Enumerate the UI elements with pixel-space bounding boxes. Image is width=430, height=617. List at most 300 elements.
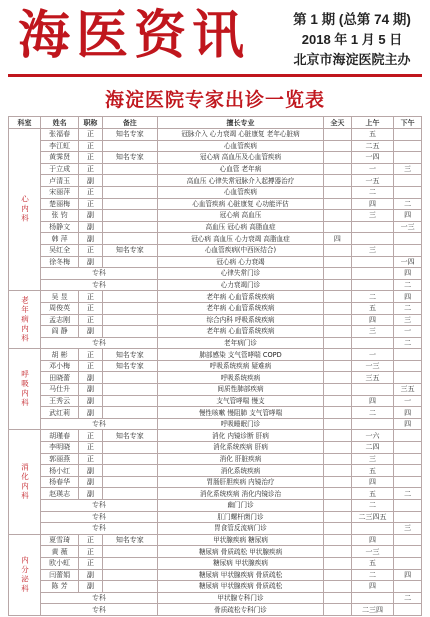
morning-cell: 四 [351,314,394,326]
morning-cell [351,384,394,396]
table-row [9,163,422,175]
table-row [9,186,422,198]
afternoon-cell: 一三 [394,221,422,233]
fullday-cell [324,592,352,604]
clinic-name-cell: 甲状腺专科门诊 [157,592,323,604]
table-row [9,152,422,164]
doctor-name-cell: 杨小红 [40,465,78,477]
specialty-cell: 呼吸系统疾病 疑难病 [157,360,323,372]
specialty-cell: 老年病 心血管系统疾病 [157,326,323,338]
fullday-cell [324,175,352,187]
doctor-name-cell: 杨春华 [40,476,78,488]
afternoon-cell: 三 [394,314,422,326]
fullday-cell [324,244,352,256]
clinic-type-cell: 专科 [40,511,157,523]
doctor-title-cell: 副 [79,256,102,268]
fullday-cell [324,581,352,593]
fullday-cell [324,163,352,175]
doctor-note-cell [102,384,157,396]
doctor-note-cell [102,198,157,210]
table-row [9,210,422,222]
fullday-cell [324,534,352,546]
morning-cell: 二三四五 [351,511,394,523]
doctor-note-cell [102,175,157,187]
masthead [8,6,422,72]
doctor-title-cell: 副 [79,326,102,338]
specialty-cell: 冠脉介入 心力衰竭 心脏康复 老年心脏病 [157,129,323,141]
clinic-type-cell: 专科 [40,500,157,512]
table-row [9,140,422,152]
doctor-title-cell: 正 [79,129,102,141]
fullday-cell [324,291,352,303]
doctor-title-cell: 正 [79,349,102,361]
specialty-cell: 消化系统疾病 消化内镜诊治 [157,488,323,500]
doctor-name-cell: 杨静文 [40,221,78,233]
specialty-cell: 冠心病 高血压 [157,210,323,222]
doctor-note-cell [102,233,157,245]
table-row [9,407,422,419]
afternoon-cell: 三 [394,163,422,175]
doctor-name-cell: 吴红全 [40,244,78,256]
morning-cell: 四 [351,534,394,546]
afternoon-cell [394,500,422,512]
afternoon-cell [394,511,422,523]
clinic-row [9,418,422,430]
doctor-note-cell: 知名专家 [102,534,157,546]
clinic-name-cell: 心力衰竭门诊 [157,279,323,291]
morning-cell: 一三 [351,546,394,558]
issue-number: 第 1 期 (总第 74 期) [293,12,411,27]
header-title: 职称 [79,117,102,129]
fullday-cell [324,604,352,616]
doctor-note-cell [102,302,157,314]
clinic-name-cell: 幽门门诊 [157,500,323,512]
table-row [9,291,422,303]
fullday-cell [324,326,352,338]
morning-cell: 四 [351,476,394,488]
afternoon-cell: 四 [394,407,422,419]
afternoon-cell: 一四 [394,256,422,268]
doctor-title-cell: 正 [79,152,102,164]
morning-cell: 三五 [351,372,394,384]
table-row [9,569,422,581]
fullday-cell [324,302,352,314]
morning-cell: 五 [351,302,394,314]
clinic-row [9,279,422,291]
clinic-row [9,500,422,512]
doctor-note-cell [102,326,157,338]
table-row [9,534,422,546]
table-body [9,129,422,616]
specialty-cell: 老年病 心血管系统疾病 [157,291,323,303]
doctor-title-cell: 正 [79,314,102,326]
doctor-title-cell: 副 [79,395,102,407]
doctor-title-cell: 正 [79,453,102,465]
specialty-cell: 冠心病 心力衰竭 [157,256,323,268]
clinic-type-cell: 专科 [40,604,157,616]
morning-cell: 一六 [351,430,394,442]
specialty-cell: 支气管哮喘 慢支 [157,395,323,407]
doctor-note-cell [102,581,157,593]
doctor-name-cell: 于立成 [40,163,78,175]
clinic-type-cell: 专科 [40,523,157,535]
table-row [9,384,422,396]
specialty-cell: 肺部感染 支气管哮喘 COPD [157,349,323,361]
table-row [9,175,422,187]
specialty-cell: 糖尿病 骨质疏松 甲状腺疾病 [157,546,323,558]
clinic-name-cell: 老年病门诊 [157,337,323,349]
afternoon-cell [394,442,422,454]
table-row [9,326,422,338]
fullday-cell [324,488,352,500]
clinic-row [9,523,422,535]
header-morning: 上午 [351,117,394,129]
afternoon-cell: 三 [394,523,422,535]
afternoon-cell: 四 [394,569,422,581]
doctor-name-cell: 徐冬梅 [40,256,78,268]
morning-cell: 三 [351,326,394,338]
afternoon-cell [394,175,422,187]
morning-cell: 四 [351,581,394,593]
afternoon-cell: 四 [394,210,422,222]
doctor-name-cell: 吴 昱 [40,291,78,303]
clinic-type-cell: 专科 [40,592,157,604]
afternoon-cell: 一 [394,395,422,407]
clinic-row [9,511,422,523]
morning-cell: 二 [351,569,394,581]
morning-cell: 一 [351,349,394,361]
morning-cell [351,268,394,280]
specialty-cell: 糖尿病 甲状腺疾病 骨质疏松 [157,581,323,593]
doctor-note-cell [102,221,157,233]
afternoon-cell [394,360,422,372]
fullday-cell [324,476,352,488]
specialty-cell: 甲状腺疾病 糖尿病 [157,534,323,546]
afternoon-cell [394,546,422,558]
doctor-note-cell [102,557,157,569]
morning-cell: 三 [351,244,394,256]
fullday-cell [324,557,352,569]
dept-cell: 老年病内科 [9,291,41,349]
specialty-cell: 呼吸系统疾病 [157,372,323,384]
table-row [9,314,422,326]
morning-cell: 二 [351,291,394,303]
clinic-name-cell: 胃食管反流病门诊 [157,523,323,535]
clinic-row [9,592,422,604]
morning-cell [351,523,394,535]
afternoon-cell: 二 [394,592,422,604]
afternoon-cell [394,129,422,141]
table-row [9,546,422,558]
afternoon-cell [394,476,422,488]
doctor-note-cell [102,256,157,268]
afternoon-cell [394,557,422,569]
doctor-note-cell: 知名专家 [102,152,157,164]
afternoon-cell [394,604,422,616]
doctor-name-cell: 胡 彬 [40,349,78,361]
morning-cell: 二四 [351,442,394,454]
table-row [9,256,422,268]
afternoon-cell [394,534,422,546]
fullday-cell [324,453,352,465]
doctor-title-cell: 副 [79,384,102,396]
morning-cell: 一三 [351,360,394,372]
doctor-name-cell: 邓小梅 [40,360,78,372]
afternoon-cell: 四 [394,418,422,430]
fullday-cell [324,465,352,477]
header-note: 备注 [102,117,157,129]
afternoon-cell [394,465,422,477]
doctor-note-cell [102,476,157,488]
table-row [9,360,422,372]
table-row [9,465,422,477]
doctor-name-cell: 夏雪琦 [40,534,78,546]
afternoon-cell [394,349,422,361]
specialty-cell: 心血管疾病 [157,186,323,198]
clinic-name-cell: 骨质疏松专科门诊 [157,604,323,616]
fullday-cell [324,186,352,198]
doctor-note-cell [102,314,157,326]
doctor-name-cell: 卢清玉 [40,175,78,187]
afternoon-cell: 二 [394,337,422,349]
morning-cell: 五 [351,465,394,477]
morning-cell: 四 [351,198,394,210]
fullday-cell [324,511,352,523]
doctor-note-cell [102,453,157,465]
morning-cell [351,592,394,604]
specialty-cell: 消化系统疾病 [157,465,323,477]
clinic-type-cell: 专科 [40,268,157,280]
morning-cell: 二三四 [351,604,394,616]
table-row [9,581,422,593]
table-row [9,221,422,233]
fullday-cell [324,221,352,233]
clinic-name-cell: 心律失常门诊 [157,268,323,280]
dept-cell: 消化内科 [9,430,41,534]
fullday-cell [324,372,352,384]
morning-cell: 二 [351,407,394,419]
doctor-note-cell [102,407,157,419]
afternoon-cell: 四 [394,268,422,280]
clinic-type-cell: 专科 [40,279,157,291]
afternoon-cell [394,372,422,384]
afternoon-cell [394,453,422,465]
fullday-cell [324,210,352,222]
fullday-cell [324,349,352,361]
specialty-cell: 高血压 冠心病 高脂血症 [157,221,323,233]
specialty-cell: 胃肠肝胆疾病 内镜治疗 [157,476,323,488]
doctor-title-cell: 正 [79,557,102,569]
doctor-name-cell: 阎 静 [40,326,78,338]
fullday-cell [324,500,352,512]
afternoon-cell [394,244,422,256]
newsletter-title: 海医资讯 [18,5,251,66]
dept-cell: 呼吸内科 [9,349,41,430]
specialty-cell: 心血管疾病 心脏康复 心功能评估 [157,198,323,210]
afternoon-cell [394,581,422,593]
doctor-note-cell: 知名专家 [102,430,157,442]
specialty-cell: 慢性咳嗽 慢阻肺 支气管哮喘 [157,407,323,419]
doctor-title-cell: 正 [79,140,102,152]
fullday-cell [324,442,352,454]
fullday-cell [324,152,352,164]
fullday-cell [324,360,352,372]
afternoon-cell: 三五 [394,384,422,396]
doctor-name-cell: 赵瑛志 [40,488,78,500]
doctor-name-cell: 周俊英 [40,302,78,314]
table-row [9,430,422,442]
doctor-title-cell: 副 [79,221,102,233]
table-row [9,302,422,314]
doctor-title-cell: 副 [79,569,102,581]
doctor-note-cell: 知名专家 [102,349,157,361]
doctor-name-cell: 宋丽萍 [40,186,78,198]
fullday-cell [324,129,352,141]
fullday-cell [324,569,352,581]
morning-cell [351,279,394,291]
table-row [9,233,422,245]
doctor-title-cell: 副 [79,476,102,488]
doctor-title-cell: 正 [79,244,102,256]
table-row [9,395,422,407]
header-dept: 科室 [9,117,41,129]
doctor-name-cell: 张 钧 [40,210,78,222]
doctor-title-cell: 副 [79,488,102,500]
morning-cell [351,418,394,430]
doctor-title-cell: 副 [79,210,102,222]
specialty-cell: 消化 肝脏疾病 [157,453,323,465]
specialty-cell: 冠心病 高血压及心血管疾病 [157,152,323,164]
clinic-row [9,268,422,280]
doctor-title-cell: 副 [79,407,102,419]
fullday-cell [324,546,352,558]
doctor-name-cell: 王秀云 [40,395,78,407]
doctor-title-cell: 副 [79,233,102,245]
schedule-title: 海淀医院专家出诊一览表 [104,89,325,111]
table-row [9,198,422,210]
doctor-name-cell: 孟志刚 [40,314,78,326]
header-name: 姓名 [40,117,78,129]
header-specialty: 擅长专业 [157,117,323,129]
specialty-cell: 糖尿病 甲状腺疾病 [157,557,323,569]
doctor-note-cell [102,442,157,454]
fullday-cell [324,256,352,268]
fullday-cell [324,384,352,396]
doctor-title-cell: 正 [79,360,102,372]
specialty-cell: 心血管疾病(中西医结合) [157,244,323,256]
table-row [9,488,422,500]
table-row [9,349,422,361]
specialty-cell: 间质性肺部疾病 [157,384,323,396]
doctor-title-cell: 正 [79,291,102,303]
fullday-cell: 四 [324,233,352,245]
afternoon-cell [394,152,422,164]
specialty-cell: 冠心病 高血压 心力衰竭 高脂血症 [157,233,323,245]
doctor-title-cell: 副 [79,372,102,384]
fullday-cell [324,407,352,419]
doctor-title-cell: 正 [79,163,102,175]
afternoon-cell: 二 [394,279,422,291]
table-row [9,557,422,569]
table-row [9,453,422,465]
doctor-note-cell [102,140,157,152]
masthead-divider [8,74,422,77]
expert-schedule-table [8,116,422,616]
doctor-note-cell: 知名专家 [102,360,157,372]
afternoon-cell: 一 [394,326,422,338]
morning-cell [351,221,394,233]
doctor-name-cell: 闫蕾娟 [40,569,78,581]
doctor-note-cell [102,546,157,558]
afternoon-cell [394,140,422,152]
morning-cell: 三 [351,453,394,465]
doctor-title-cell: 正 [79,186,102,198]
dept-cell: 内分泌科 [9,534,41,615]
doctor-name-cell: 武红莉 [40,407,78,419]
doctor-note-cell [102,569,157,581]
doctor-name-cell: 李江虹 [40,140,78,152]
doctor-note-cell: 知名专家 [102,244,157,256]
doctor-name-cell: 李明晓 [40,442,78,454]
fullday-cell [324,395,352,407]
clinic-name-cell: 肛门螺杆菌门诊 [157,511,323,523]
afternoon-cell [394,186,422,198]
specialty-cell: 糖尿病 甲状腺疾病 骨质疏松 [157,569,323,581]
table-header-row [9,117,422,129]
specialty-cell: 综合内科 呼吸系统疾病 [157,314,323,326]
morning-cell: 一四 [351,152,394,164]
doctor-name-cell: 胡瑾春 [40,430,78,442]
header-fullday: 全天 [324,117,352,129]
doctor-note-cell: 知名专家 [102,129,157,141]
doctor-note-cell [102,488,157,500]
clinic-type-cell: 专科 [40,418,157,430]
doctor-name-cell: 黄霁贤 [40,152,78,164]
fullday-cell [324,140,352,152]
afternoon-cell: 二 [394,302,422,314]
table-row [9,244,422,256]
morning-cell: 二五 [351,140,394,152]
fullday-cell [324,268,352,280]
morning-cell: 三 [351,210,394,222]
fullday-cell [324,523,352,535]
afternoon-cell [394,233,422,245]
dept-cell: 心内科 [9,129,41,291]
doctor-title-cell: 正 [79,442,102,454]
doctor-title-cell: 副 [79,465,102,477]
morning-cell: 一 [351,163,394,175]
doctor-note-cell [102,163,157,175]
specialty-cell: 消化系统疾病 肝病 [157,442,323,454]
header-afternoon: 下午 [394,117,422,129]
doctor-title-cell: 正 [79,430,102,442]
specialty-cell: 消化 内镜诊断 肝病 [157,430,323,442]
morning-cell: 二 [351,500,394,512]
morning-cell: 五 [351,129,394,141]
fullday-cell [324,314,352,326]
specialty-cell: 心血管 老年病 [157,163,323,175]
specialty-cell: 高血压 心律失常冠脉介入起搏器治疗 [157,175,323,187]
morning-cell: 五 [351,557,394,569]
afternoon-cell [394,430,422,442]
fullday-cell [324,198,352,210]
doctor-note-cell [102,465,157,477]
doctor-name-cell: 黄 薇 [40,546,78,558]
morning-cell [351,337,394,349]
doctor-name-cell: 韩 萍 [40,233,78,245]
doctor-name-cell: 田晓蕾 [40,372,78,384]
doctor-name-cell: 欧小虹 [40,557,78,569]
